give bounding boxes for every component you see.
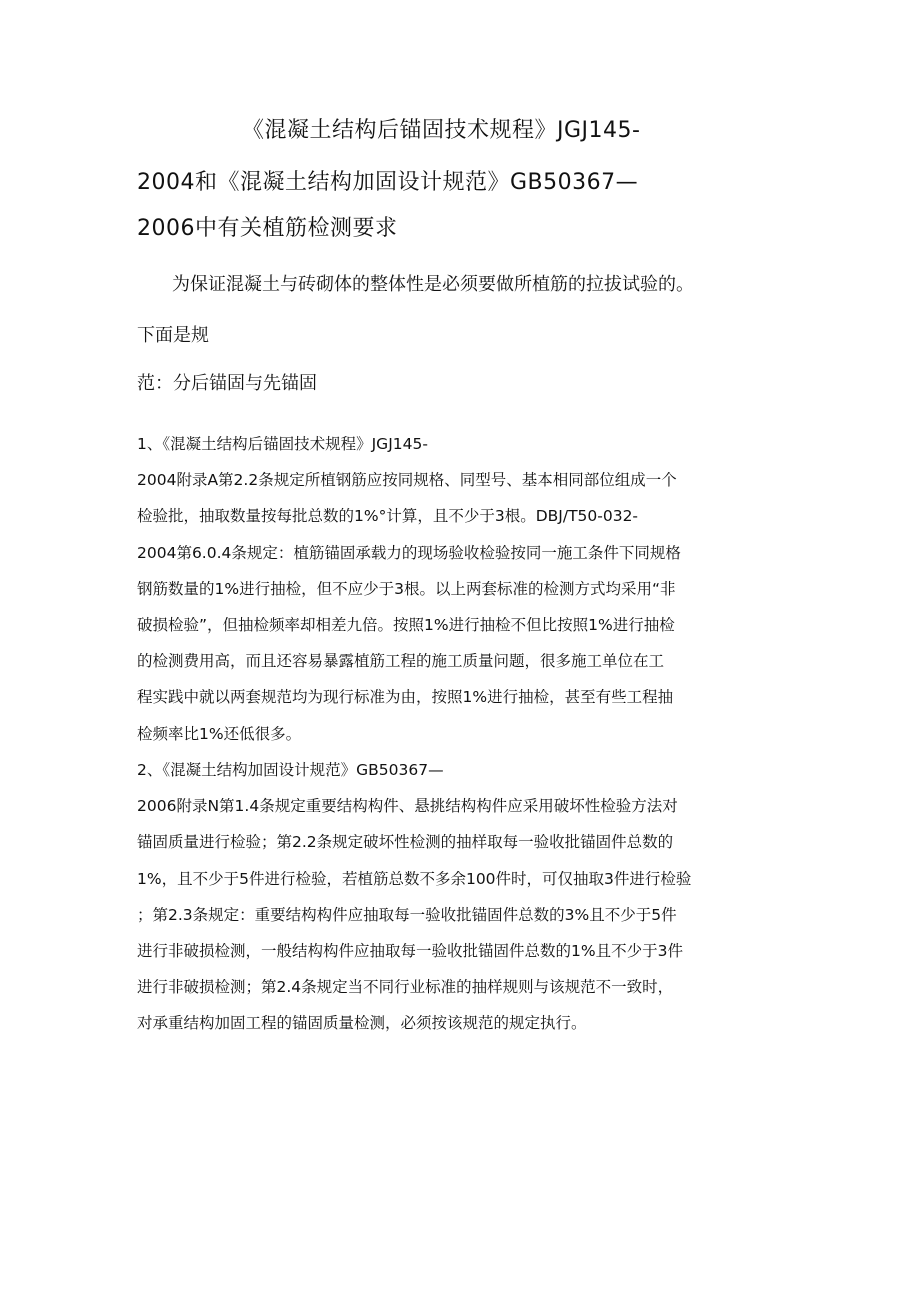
section-1-line: 破损检验”，但抽检频率却相差九倍。按照1%进行抽检不但比按照1%进行抽检 [137,615,675,634]
section-1-line: 程实践中就以两套规范均为现行标准为由，按照1%进行抽检，甚至有些工程抽 [137,688,674,707]
section-1-line: 2004第6.0.4条规定：植筋锚固承载力的现场验收检验按同一施工条件下同规格 [137,543,681,562]
section-1-line: 的检测费用高，而且还容易暴露植筋工程的施工质量问题，很多施工单位在工 [137,652,665,671]
section-2-line: 进行非破损检测，一般结构构件应抽取每一验收批锚固件总数的1%且不少于3件 [137,941,683,960]
section-2-paragraph [137,752,787,1042]
document-title-line-3: 2006中有关植筋检测要求 [137,216,398,241]
intro-paragraph-line-3: 范：分后锚固与先锚固 [137,373,317,394]
section-2-line: ；第2.3条规定：重要结构构件应抽取每一验收批锚固件总数的3%且不少于5件 [137,905,677,924]
section-2-line: 1%，且不少于5件进行检验，若植筋总数不多余100件时，可仅抽取3件进行检验 [137,869,692,888]
intro-paragraph-line-2: 下面是规 [137,325,209,346]
section-1-paragraph [137,426,787,752]
section-2-line: 2006附录N第1.4条规定重要结构构件、悬挑结构构件应采用破坏性检验方法对 [137,797,678,816]
section-2-line: 对承重结构加固工程的锚固质量检测，必须按该规范的规定执行。 [137,1014,587,1033]
section-1-line: 钢筋数量的1%进行抽检，但不应少于3根。以上两套标准的检测方式均采用“非 [137,579,676,598]
intro-paragraph-line-1: 为保证混凝土与砖砌体的整体性是必须要做所植筋的拉拔试验的。 [172,274,694,295]
section-1-line: 2004附录A第2.2条规定所植钢筋应按同规格、同型号、基本相同部位组成一个 [137,471,677,490]
document-title-line-1: 《混凝土结构后锚固技术规程》JGJ145- [242,118,641,143]
section-1-line: 1、《混凝土结构后锚固技术规程》JGJ145- [137,435,428,453]
document-title-line-2: 2004和《混凝土结构加固设计规范》GB50367— [137,170,639,195]
section-1-line: 检频率比1%还低很多。 [137,724,302,743]
section-2-line: 锚固质量进行检验；第2.2条规定破坏性检测的抽样取每一验收批锚固件总数的 [137,833,674,852]
section-2-line: 2、《混凝土结构加固设计规范》GB50367— [137,761,444,779]
section-1-line: 检验批，抽取数量按每批总数的1%°计算，且不少于3根。DBJ/T50-032- [137,507,639,526]
section-2-line: 进行非破损检测；第2.4条规定当不同行业标准的抽样规则与该规范不一致时， [137,978,674,997]
